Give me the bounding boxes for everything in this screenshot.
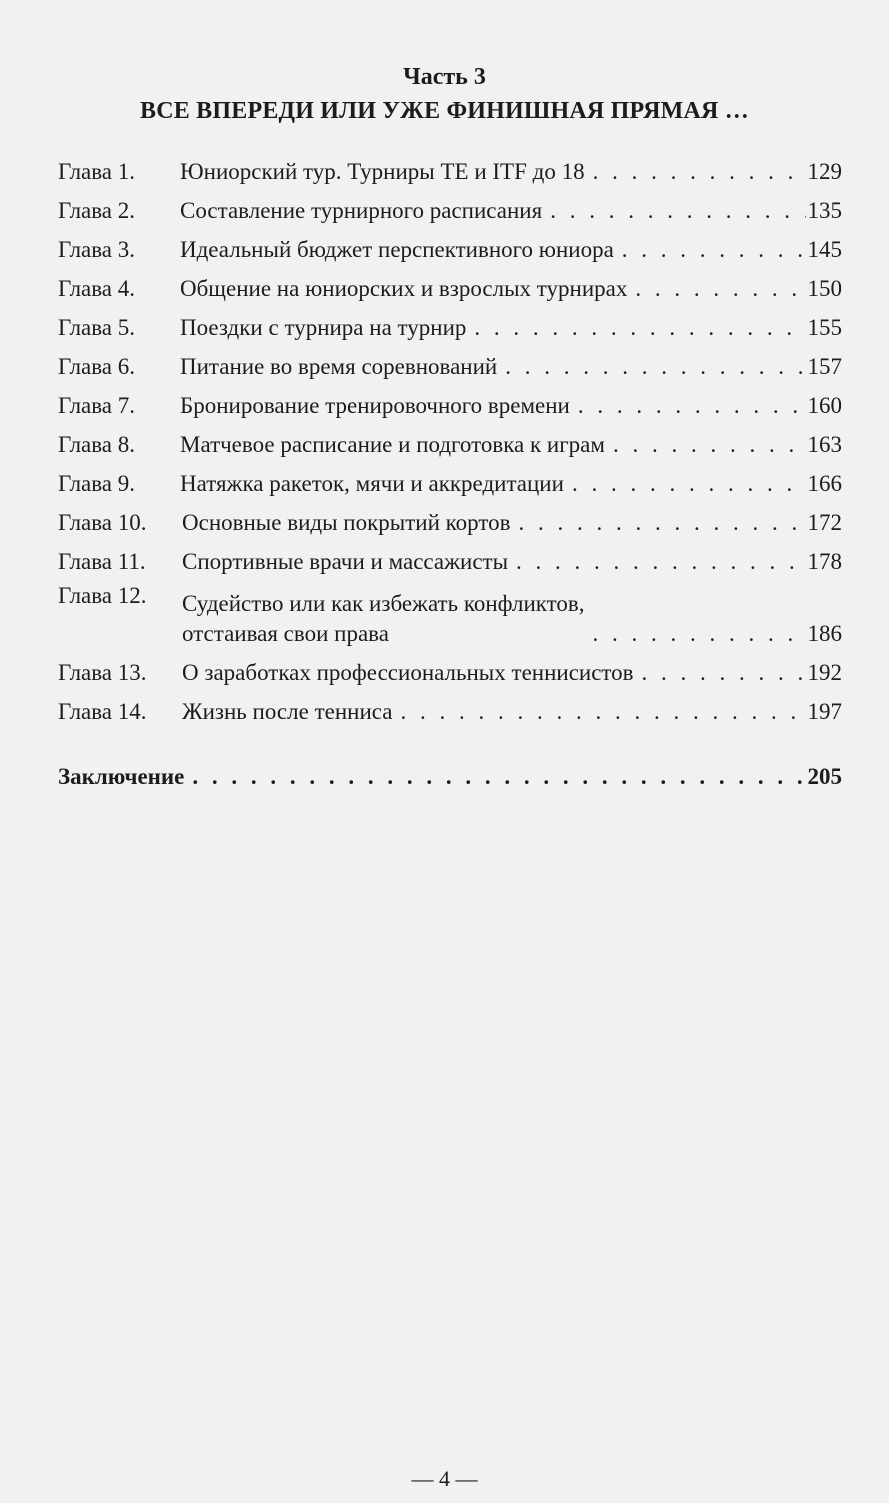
chapter-title: Основные виды покрытий кортов — [182, 510, 511, 535]
page-number: 197 — [807, 699, 842, 724]
chapter-label: Глава 12. — [58, 583, 147, 608]
chapter-label: Глава 14. — [58, 699, 147, 724]
toc-entry — [58, 343, 842, 382]
chapter-title — [182, 589, 585, 649]
chapter-title: Матчевое расписание и подготовка к играм — [180, 432, 605, 457]
chapter-title: Натяжка ракеток, мячи и аккредитации — [180, 471, 564, 496]
conclusion-title: Заключение — [58, 764, 185, 789]
page-number: 178 — [807, 549, 842, 574]
chapter-label: Глава 2. — [58, 198, 136, 223]
chapter-title: Составление турнирного расписания — [180, 198, 543, 223]
chapter-title: Поездки с турнира на турнир — [180, 315, 467, 340]
page-number: 155 — [807, 315, 842, 340]
chapter-title: Общение на юниорских и взрослых турнирах — [180, 276, 628, 301]
dot-leader — [192, 762, 805, 792]
toc-entry — [58, 649, 842, 688]
chapter-label: Глава 3. — [58, 237, 136, 262]
page-number: 166 — [807, 471, 842, 496]
chapter-title: Спортивные врачи и массажисты — [182, 549, 509, 574]
dot-leader — [613, 430, 806, 460]
dot-leader — [635, 274, 805, 304]
dot-leader — [578, 391, 806, 421]
toc-entry — [58, 148, 842, 187]
page-number: 163 — [807, 432, 842, 457]
dot-leader — [622, 235, 806, 265]
dot-leader — [518, 508, 805, 538]
dot-leader — [400, 697, 805, 727]
chapter-label: Глава 5. — [58, 315, 136, 340]
conclusion-entry — [58, 752, 842, 792]
chapter-label: Глава 6. — [58, 354, 136, 379]
chapter-title: Бронирование тренировочного времени — [180, 393, 570, 418]
toc-entry — [58, 421, 842, 460]
chapter-label: Глава 7. — [58, 393, 136, 418]
chapter-title: О заработках профессиональных теннисистов — [182, 660, 634, 685]
page-number: 150 — [807, 276, 842, 301]
dot-leader — [505, 352, 805, 382]
section-title: ВСЕ ВПЕРЕДИ ИЛИ УЖЕ ФИНИШНАЯ ПРЯМАЯ … — [140, 98, 749, 124]
chapter-label: Глава 13. — [58, 660, 147, 685]
page-number: 157 — [807, 354, 842, 379]
dot-leader — [550, 196, 805, 226]
toc-entry — [58, 538, 842, 577]
dot-leader — [593, 619, 806, 649]
page-number: 135 — [807, 198, 842, 223]
page-number: 172 — [807, 510, 842, 535]
chapter-label: Глава 9. — [58, 471, 136, 496]
toc-entry — [58, 499, 842, 538]
chapter-label: Глава 1. — [58, 159, 136, 184]
chapter-title: Жизнь после тенниса — [182, 699, 393, 724]
dot-leader — [642, 658, 806, 688]
toc-entry — [58, 226, 842, 265]
toc-entry — [58, 304, 842, 343]
chapter-title-line-2: отстаивая свои права — [182, 621, 389, 646]
chapter-label: Глава 11. — [58, 549, 146, 574]
page-number: 145 — [807, 237, 842, 262]
chapter-label: Глава 4. — [58, 276, 136, 301]
chapter-title: Юниорский тур. Турниры ТЕ и ITF до 18 — [180, 159, 585, 184]
chapter-title: Идеальный бюджет перспективного юниора — [180, 237, 614, 262]
toc-entry — [58, 577, 842, 649]
chapter-title: Питание во время соревнований — [180, 354, 498, 379]
toc-entry — [58, 187, 842, 226]
dot-leader — [572, 469, 806, 499]
dot-leader — [474, 313, 805, 343]
table-of-contents — [58, 148, 842, 727]
page-footer-number: — 4 — — [411, 1466, 478, 1491]
toc-entry — [58, 460, 842, 499]
toc-entry — [58, 688, 842, 727]
page-number: 186 — [807, 621, 842, 646]
conclusion-page-number: 205 — [807, 764, 842, 789]
page-number: 192 — [807, 660, 842, 685]
toc-entry — [58, 382, 842, 421]
dot-leader — [593, 157, 806, 187]
chapter-title-line-1: Судейство или как избежать конфликтов, — [182, 591, 585, 616]
chapter-label: Глава 8. — [58, 432, 136, 457]
page-number: 129 — [807, 159, 842, 184]
toc-entry — [58, 265, 842, 304]
dot-leader — [516, 547, 805, 577]
part-label: Часть 3 — [403, 64, 486, 90]
chapter-label: Глава 10. — [58, 510, 147, 535]
page-number: 160 — [807, 393, 842, 418]
